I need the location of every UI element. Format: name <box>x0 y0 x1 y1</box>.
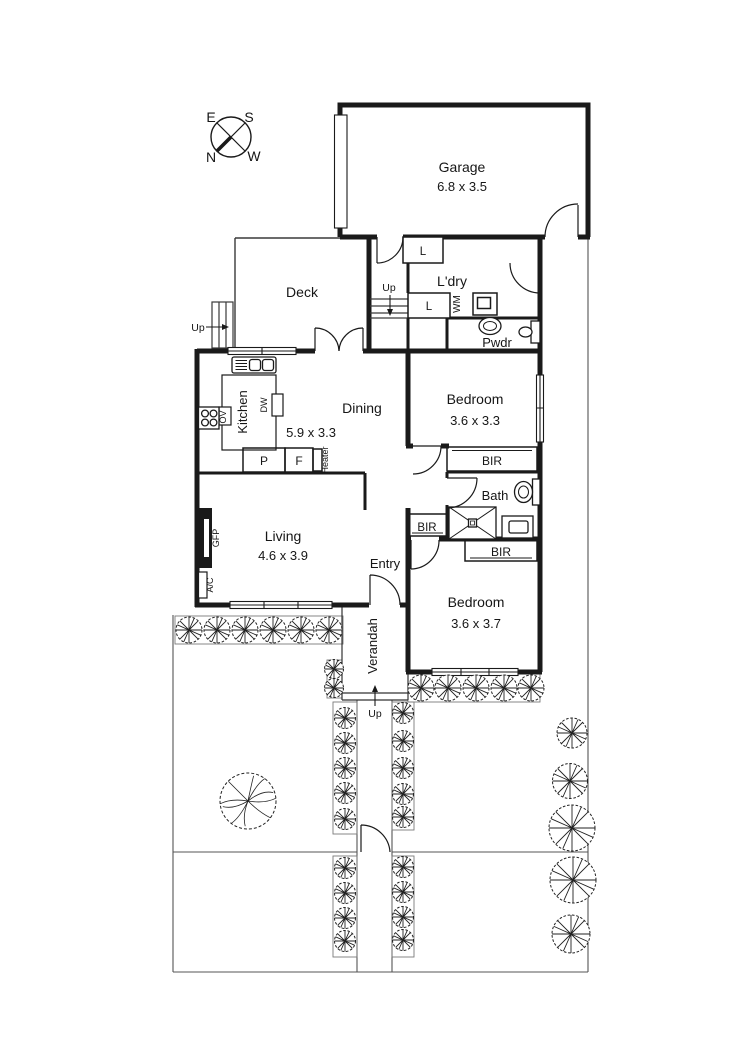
shrub <box>408 675 434 701</box>
living-dims: 4.6 x 3.9 <box>258 548 308 563</box>
shrub <box>393 731 414 752</box>
shrub <box>491 675 517 701</box>
toilet-bath-seat <box>519 486 529 498</box>
shrub <box>393 857 414 878</box>
shrub <box>393 907 414 928</box>
garden-tree <box>220 773 276 829</box>
washing-machine-label: WM <box>452 295 463 313</box>
deck-french-door-right <box>339 328 363 351</box>
shrub <box>204 617 230 643</box>
shrub <box>393 930 414 951</box>
shrub <box>435 675 461 701</box>
fridge-label: F <box>295 454 303 468</box>
laundry-trough <box>473 293 497 315</box>
bedroom1-window <box>537 375 544 442</box>
shrub <box>393 703 414 724</box>
shrub <box>335 883 356 904</box>
laundry-up-label: Up <box>382 282 396 294</box>
shrub <box>393 784 414 805</box>
garden-gate <box>361 825 390 852</box>
garden-planting <box>176 617 596 953</box>
dishwasher-label: DW <box>259 397 269 413</box>
gfp-glass <box>204 519 209 557</box>
kitchen-label: Kitchen <box>235 390 250 434</box>
entry-label: Entry <box>369 556 401 571</box>
bir-bedroom2-label: BIR <box>490 545 512 559</box>
compass-rose <box>206 109 261 165</box>
boundary-tree <box>549 805 595 851</box>
compass-east: E <box>206 109 216 125</box>
boundary-tree <box>553 764 588 799</box>
compass-south: S <box>244 109 254 125</box>
shrub <box>335 931 356 952</box>
linen-top-label: L <box>419 246 427 258</box>
laundry-hall-door <box>377 237 403 263</box>
bedroom2-door <box>411 540 439 569</box>
walls-thick <box>195 103 590 673</box>
shrub <box>393 758 414 779</box>
shrub <box>335 733 356 754</box>
compass-west: W <box>247 148 261 164</box>
toilet-powder-seat <box>484 322 497 331</box>
bedroom1-label: Bedroom <box>446 391 504 407</box>
dining-dims: 5.9 x 3.3 <box>286 425 336 440</box>
toilet-bath-tank <box>533 479 541 505</box>
shrub <box>393 807 414 828</box>
powder-door <box>510 263 540 293</box>
deck-up-label: Up <box>191 322 205 334</box>
shrub <box>316 617 342 643</box>
linen-mid-label: L <box>425 301 433 313</box>
dining-label: Dining <box>342 400 382 416</box>
bedroom2-label: Bedroom <box>447 594 505 610</box>
garage-dims: 6.8 x 3.5 <box>437 179 487 194</box>
oven-label: OV <box>218 410 228 424</box>
kitchen-sink <box>232 357 276 373</box>
kitchen-window <box>228 348 296 355</box>
garage-label: Garage <box>438 159 486 175</box>
laundry-steps <box>370 299 408 318</box>
shrub <box>335 783 356 804</box>
shrub <box>335 908 356 929</box>
verandah-label: Verandah <box>365 618 380 674</box>
laundry-label: L'dry <box>437 273 467 289</box>
bath-label: Bath <box>481 488 509 503</box>
gfp-label: GFP <box>211 528 221 548</box>
bath-door <box>447 478 477 508</box>
shower-drain-inner <box>471 521 475 525</box>
living-window <box>230 602 332 609</box>
shrub <box>335 809 356 830</box>
front-door <box>370 575 400 605</box>
verandah-up-label: Up <box>368 708 382 720</box>
bir-hall-label: BIR <box>417 522 437 534</box>
bedroom2-dims: 3.6 x 3.7 <box>451 616 501 631</box>
compass-north: N <box>205 149 217 165</box>
ac-label: A/C <box>205 577 215 593</box>
path-edges <box>357 700 392 972</box>
shrub <box>335 708 356 729</box>
deck-french-door-left <box>315 328 339 351</box>
garage-side-door <box>335 115 348 228</box>
boundary-tree <box>550 857 596 903</box>
fireplace <box>197 508 212 568</box>
shrub <box>518 675 544 701</box>
garage-rear-door <box>545 204 578 237</box>
bedroom1-dims: 3.6 x 3.3 <box>450 413 500 428</box>
living-label: Living <box>264 528 302 544</box>
shrub <box>325 660 344 679</box>
heater-label: Heater <box>320 446 330 474</box>
shrub <box>232 617 258 643</box>
boundary-tree <box>552 915 590 953</box>
compass-needle <box>217 137 231 151</box>
vanity-basin <box>509 521 528 533</box>
shrub <box>288 617 314 643</box>
verandah-up-arrowhead <box>372 685 378 692</box>
dishwasher-box <box>272 394 283 416</box>
shrub <box>260 617 286 643</box>
boundary-tree <box>557 718 587 748</box>
shrub <box>325 679 344 698</box>
bedroom1-door <box>413 446 441 474</box>
shrub <box>393 882 414 903</box>
shrub <box>335 858 356 879</box>
pantry-label: P <box>259 454 269 468</box>
bedroom2-window <box>432 669 518 676</box>
cooktop <box>199 407 220 429</box>
deck-label: Deck <box>286 284 318 300</box>
bir-bedroom1-label: BIR <box>481 454 503 468</box>
powder-label: Pwdr <box>482 335 512 350</box>
shrub <box>463 675 489 701</box>
powder-basin <box>519 327 532 337</box>
shrub <box>176 617 202 643</box>
shrub <box>335 758 356 779</box>
